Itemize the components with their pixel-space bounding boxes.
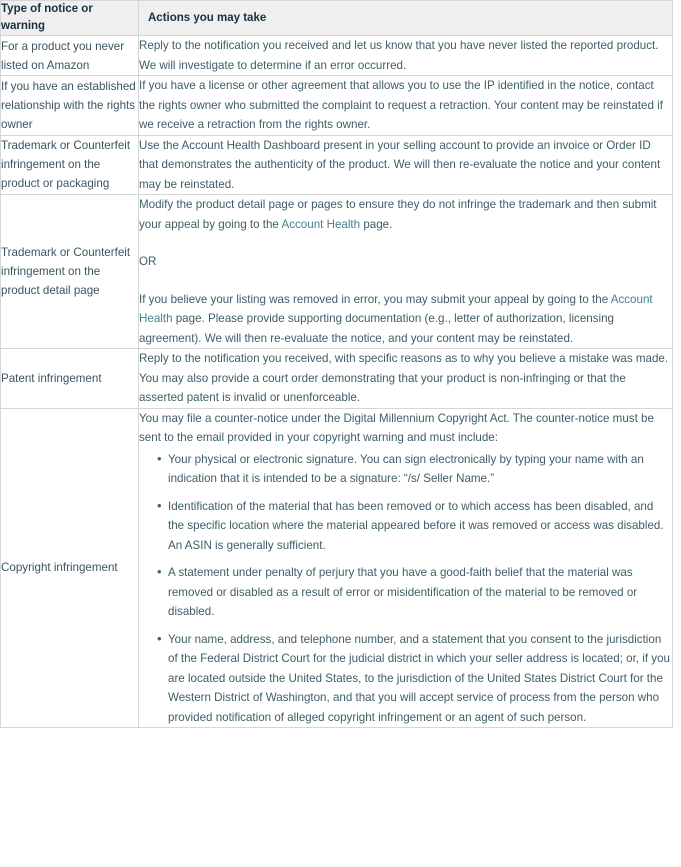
account-health-link[interactable]: Account Health (139, 292, 653, 325)
action-text: You may file a counter-notice under the Digital Millennium Copyright Act. The counter-notice must be sent to the email provided in your copyright warning and must include: (139, 411, 654, 444)
action-paragraph (139, 409, 672, 448)
cell-actions-you-may-take (139, 36, 673, 76)
action-text: Modify the product detail page or pages to ensure they do not infringe the trademark and then submit your appeal by going to the (139, 198, 657, 231)
list-item: • Identification of the material that has been removed or to which access has been disabled, and the specific location where the material appeared before it was removed or access was disabled. An ASIN is generally sufficient. (168, 497, 672, 556)
cell-actions-you-may-take (139, 408, 673, 728)
action-paragraph (139, 76, 672, 135)
action-text: If you believe your listing was removed in error, you may submit your appeal by going to the (139, 292, 611, 306)
action-paragraph (139, 195, 672, 234)
cell-notice-type: If you have an established relationship with the rights owner (1, 76, 139, 136)
cell-actions-you-may-take (139, 195, 673, 349)
table-header-row (1, 1, 673, 36)
cell-notice-type: Copyright infringement (1, 408, 139, 728)
cell-notice-type: Trademark or Counterfeit infringement on the product detail page (1, 195, 139, 349)
action-text: OR (139, 255, 157, 268)
cell-actions-you-may-take (139, 76, 673, 136)
list-item: • Your name, address, and telephone number, and a statement that you consent to the jurisdiction of the Federal District Court for the judicial district in which your seller address is located; or, if you are located outside the United States, to the jurisdiction of the United States District Court for the Western District of Washington, and that you will accept service of process from the person who provided notification of alleged copyright infringement or an agent of such person. (168, 630, 672, 728)
action-text: Reply to the notification you received, with specific reasons as to why you believe a mistake was made. You may also provide a court order demonstrating that your product is non-infringing or that the asserted patent is invalid or unenforceable. (139, 352, 669, 404)
table-row (1, 408, 673, 728)
action-paragraph (139, 252, 672, 272)
action-paragraph (139, 136, 672, 195)
list-item: • A statement under penalty of perjury that you have a good-faith belief that the material was removed or disabled as a result of error or misidentification of the material to be removed or disabled. (168, 563, 672, 622)
cell-actions-you-may-take (139, 349, 673, 409)
action-text: page. Please provide supporting documentation (e.g., letter of authorization, licensing agreement). We will then re-evaluate the notice, and your content may be reinstated. (139, 312, 614, 345)
table-row (1, 76, 673, 136)
table-row (1, 135, 673, 195)
table-row (1, 349, 673, 409)
cell-notice-type: Trademark or Counterfeit infringement on the product or packaging (1, 135, 139, 195)
action-text: If you have a license or other agreement that allows you to use the IP identified in the notice, contact the rights owner who submitted the complaint to request a retraction. Your content may be reinstated if we receive a retraction from the rights owner. (139, 79, 663, 131)
table-row (1, 195, 673, 349)
cell-actions-you-may-take (139, 135, 673, 195)
action-text: Reply to the notification you received and let us know that you have never listed the reported product. We will investigate to determine if an error occurred. (139, 39, 659, 72)
table-row (1, 36, 673, 76)
table-body (1, 36, 673, 728)
action-paragraph (139, 36, 672, 75)
action-paragraph (139, 349, 672, 408)
action-text: Use the Account Health Dashboard present in your selling account to provide an invoice or Order ID that demonstrates the authenticity of the product. We will then re-evaluate the notice and your content may be reinstated. (139, 138, 661, 191)
action-paragraph (139, 290, 672, 349)
cell-notice-type: Patent infringement (1, 349, 139, 409)
cell-notice-type: For a product you never listed on Amazon (1, 36, 139, 76)
table-header (1, 1, 673, 36)
action-text: page. (360, 217, 393, 231)
action-bullet-list (139, 450, 672, 728)
list-item: • Your physical or electronic signature. You can sign electronically by typing your name with an indication that it is intended to be a signature: “/s/ Seller Name.” (168, 450, 672, 489)
account-health-link[interactable]: Account Health (281, 217, 361, 231)
column-header-type-of-notice: Type of notice or warning (1, 1, 139, 36)
column-header-actions: Actions you may take (139, 1, 673, 36)
